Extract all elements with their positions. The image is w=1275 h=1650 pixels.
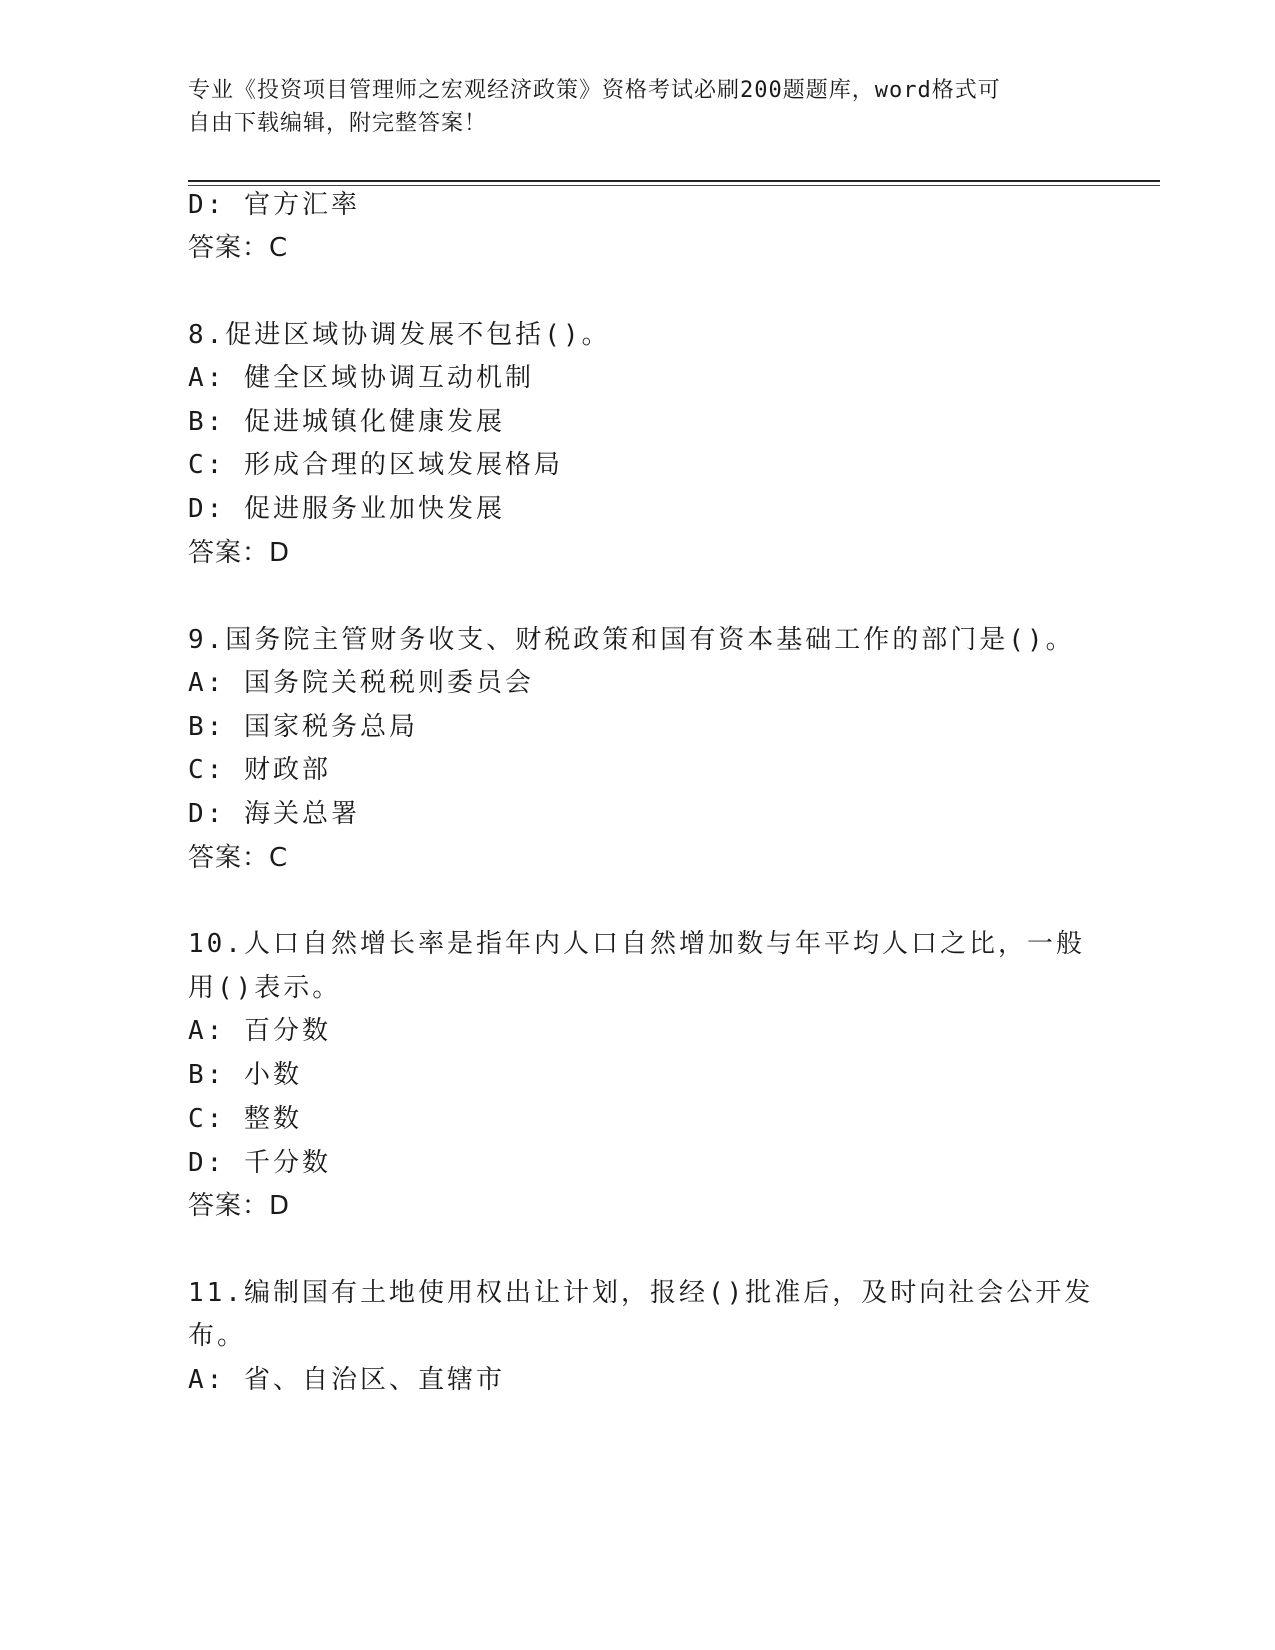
document-header: 专业《投资项目管理师之宏观经济政策》资格考试必刷200题题库，word格式可 自由下载编辑，附完整答案！ [188, 78, 1001, 136]
q10-answer: 答案：D [188, 1191, 291, 1221]
q7-option-d: D: 官方汇率 [188, 190, 360, 220]
q8-option-b: B: 促进城镇化健康发展 [188, 407, 505, 437]
q10-stem-line1: 10.人口自然增长率是指年内人口自然增加数与年平均人口之比，一般 [188, 929, 1085, 959]
q9-option-a: A: 国务院关税税则委员会 [188, 668, 534, 698]
q8-answer: 答案：D [188, 538, 291, 568]
q10-option-d: D: 千分数 [188, 1148, 331, 1178]
q9-stem: 9.国务院主管财务收支、财税政策和国有资本基础工作的部门是()。 [188, 625, 1075, 655]
q10-option-c: C: 整数 [188, 1104, 302, 1134]
q8-option-a: A: 健全区域协调互动机制 [188, 363, 534, 393]
q8-option-c: C: 形成合理的区域发展格局 [188, 450, 563, 480]
header-rule-thin [188, 185, 1160, 186]
q9-option-b: B: 国家税务总局 [188, 712, 418, 742]
q9-option-d: D: 海关总署 [188, 799, 360, 829]
q10-option-b: B: 小数 [188, 1060, 302, 1090]
q9-option-c: C: 财政部 [188, 755, 331, 785]
q10-stem-line2: 用()表示。 [188, 973, 342, 1003]
q9-answer: 答案：C [188, 843, 289, 873]
q7-answer: 答案：C [188, 233, 289, 263]
q11-option-a: A: 省、自治区、直辖市 [188, 1365, 505, 1395]
q11-stem-line1: 11.编制国有土地使用权出让计划，报经()批准后，及时向社会公开发 [188, 1278, 1094, 1308]
header-rule-thick [188, 180, 1160, 182]
q10-option-a: A: 百分数 [188, 1016, 331, 1046]
q8-option-d: D: 促进服务业加快发展 [188, 494, 505, 524]
q8-stem: 8.促进区域协调发展不包括()。 [188, 320, 611, 350]
q11-stem-line2: 布。 [188, 1321, 247, 1351]
